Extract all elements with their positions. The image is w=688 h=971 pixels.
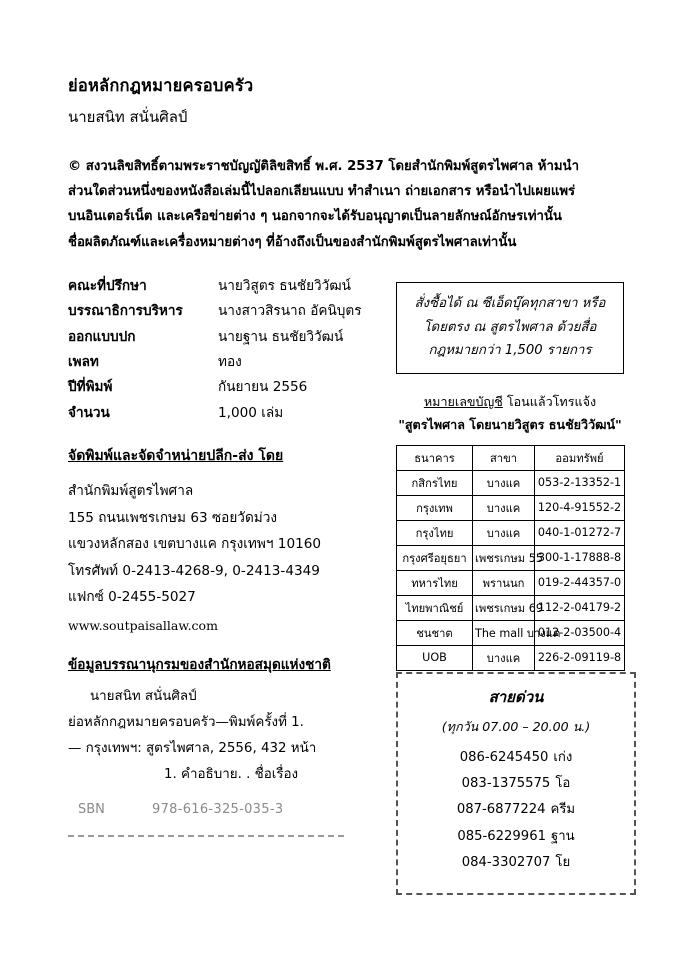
cell-bank: กรุงไทย: [397, 520, 473, 545]
hotline-contact-name: โอ: [555, 776, 571, 792]
table-row: [397, 595, 625, 620]
column-header-account-type: ออมทรัพย์: [535, 445, 625, 470]
cell-bank: UOB: [397, 645, 473, 670]
cell-branch: บางแค: [473, 495, 535, 520]
credit-label: ออกแบบปก: [68, 328, 136, 345]
publisher-heading: จัดพิมพ์และจัดจำหน่ายปลีก-ส่ง โดย: [68, 448, 284, 465]
cell-account-number: 040-1-01272-7: [535, 520, 625, 545]
credit-label: ปีที่พิมพ์: [68, 379, 113, 396]
page-title: ย่อหลักกฎหมายครอบครัว: [68, 76, 254, 95]
hotline-number: 084-3302707: [461, 855, 551, 871]
cell-account-number: 053-2-13352-1: [535, 470, 625, 495]
hotline-number: 085-6229961: [457, 828, 546, 844]
publisher-name: สำนักพิมพ์สูตรไพศาล: [68, 483, 194, 500]
table-row: [68, 302, 362, 327]
isbn-row: [68, 802, 398, 817]
column-header-branch: สาขา: [473, 445, 535, 470]
right-column: [396, 282, 624, 671]
table-row: [68, 378, 362, 403]
address-line: แขวงหลักสอง เขตบางแค กรุงเทพฯ 10160: [68, 536, 322, 553]
hotline-hours: (ทุกวัน 07.00 – 20.00 น.): [441, 718, 591, 734]
cell-branch: The mall บางแค: [473, 620, 535, 645]
cell-bank: กรุงเทพ: [397, 495, 473, 520]
hotline-contact-list: [402, 745, 630, 877]
catalog-line: ย่อหลักกฎหมายครอบครัว—พิมพ์ครั้งที่ 1.: [68, 714, 304, 730]
address-line: 155 ถนนเพชรเกษม 63 ซอยวัดม่วง: [68, 509, 278, 526]
fax-line: แฟกซ์ 0-2455-5027: [68, 589, 196, 606]
credit-label: คณะที่ปรึกษา: [68, 277, 147, 294]
credit-value: กันยายน 2556: [218, 379, 308, 396]
credit-value: นางสาวสิรนาถ อัคนิบุตร: [218, 303, 362, 320]
table-row: [397, 495, 625, 520]
publisher-address: [68, 478, 398, 611]
hotline-contact-name: เก่ง: [553, 749, 573, 765]
hotline-number: 086-6245450: [459, 749, 549, 765]
bank-accounts-table: [396, 445, 625, 671]
hotline-contact-name: ฐาน: [550, 828, 575, 844]
hotline-contact-name: ครีม: [550, 802, 576, 818]
cell-account-number: 300-1-17888-8: [535, 545, 625, 570]
table-row: [397, 620, 625, 645]
table-row: [68, 277, 362, 302]
credit-value: 1,000 เล่ม: [218, 404, 284, 421]
cell-account-number: 120-4-91552-2: [535, 495, 625, 520]
hotline-number: 083-1375575: [461, 776, 551, 792]
list-item: [402, 745, 630, 771]
copyright-line: บนอินเตอร์เน็ต และเครือข่ายต่าง ๆ นอกจากจะได้รับอนุญาตเป็นลายลักษณ์อักษรเท่านั้น: [68, 209, 562, 225]
credits-table: [68, 277, 362, 429]
copyright-notice: [68, 154, 620, 255]
list-item: [402, 850, 630, 876]
isbn-value: 978-616-325-035-3: [152, 802, 284, 818]
phone-line: โทรศัพท์ 0-2413-4268-9, 0-2413-4349: [68, 562, 320, 579]
cell-bank: ไทยพาณิชย์: [397, 595, 473, 620]
dashed-divider: [68, 835, 344, 837]
cell-branch: เพชรเกษม 69: [473, 595, 535, 620]
table-row: [397, 520, 625, 545]
cell-bank: ทหารไทย: [397, 570, 473, 595]
cell-branch: บางแค: [473, 645, 535, 670]
catalog-subject-line: 1. คำอธิบาย. . ชื่อเรื่อง: [164, 766, 299, 782]
cell-account-number: 112-2-04179-2: [535, 595, 625, 620]
cell-branch: บางแค: [473, 470, 535, 495]
cell-account-number: 012-2-03500-4: [535, 620, 625, 645]
catalog-line: — กรุงเทพฯ: สูตรไพศาล, 2556, 432 หน้า: [68, 740, 317, 756]
cell-account-number: 019-2-44357-0: [535, 570, 625, 595]
cell-branch: เพชรเกษม 55: [473, 545, 535, 570]
table-row: [68, 353, 362, 378]
website-url[interactable]: www.soutpaisallaw.com: [68, 617, 218, 633]
bank-accounts-heading-rest: โอนแล้วโทรแจ้ง: [502, 393, 597, 409]
bank-account-holder: "สูตรไพศาล โดยนายวิสูตร ธนชัยวิวัฒน์": [398, 416, 622, 432]
order-info-line: สั่งซื้อได้ ณ ซีเอ็ดบุ๊คทุกสาขา หรือ: [414, 296, 606, 311]
credit-value: นายวิสูตร ธนชัยวิวัฒน์: [218, 277, 351, 294]
document-author: นายสนิท สนั่นศิลป์: [68, 108, 188, 127]
copyright-line: ส่วนใดส่วนหนึ่งของหนังสือเล่มนี้ไปลอกเลียนแบบ ทำสำเนา ถ่ายเอกสาร หรือนำไปเผยแพร่: [68, 183, 576, 199]
list-item: [402, 824, 630, 850]
cell-bank: กรุงศรีอยุธยา: [397, 545, 473, 570]
hotline-box: [396, 672, 636, 895]
credit-value: ทอง: [218, 354, 242, 370]
hotline-number: 087-6877224: [456, 802, 546, 818]
copyright-line: ชื่อผลิตภัณฑ์และเครื่องหมายต่างๆ ที่อ้างถึงเป็นของสำนักพิมพ์สูตรไพศาลเท่านั้น: [68, 234, 517, 250]
bank-accounts-heading: [396, 392, 624, 412]
order-info-box: [396, 282, 624, 374]
credit-label: เพลท: [68, 354, 99, 370]
table-header-row: [397, 445, 625, 470]
list-item: [402, 797, 630, 823]
column-header-bank: ธนาคาร: [397, 445, 473, 470]
table-row: [68, 404, 362, 429]
catalog-heading: ข้อมูลบรรณานุกรมของสำนักหอสมุดแห่งชาติ: [68, 656, 331, 673]
credit-label: บรรณาธิการบริหาร: [68, 303, 183, 320]
list-item: [402, 771, 630, 797]
table-row: [397, 570, 625, 595]
cell-bank: กสิกรไทย: [397, 470, 473, 495]
hotline-contact-name: โย: [555, 855, 571, 871]
cell-bank: ชนชาต: [397, 620, 473, 645]
isbn-label: SBN: [78, 802, 105, 818]
table-row: [397, 470, 625, 495]
catalog-block: [68, 653, 398, 818]
cell-branch: พรานนก: [473, 570, 535, 595]
bank-accounts-heading-underlined: หมายเลขบัญชี: [423, 393, 503, 409]
catalog-lines: [68, 684, 398, 789]
order-info-line: โดยตรง ณ สูตรไพศาล ด้วยสื่อ: [423, 319, 597, 335]
cell-branch: บางแค: [473, 520, 535, 545]
table-row: [397, 545, 625, 570]
table-row: [397, 645, 625, 670]
credit-value: นายฐาน ธนชัยวิวัฒน์: [218, 328, 344, 345]
cell-account-number: 226-2-09119-8: [535, 645, 625, 670]
copyright-line: © สงวนลิขสิทธิ์ตามพระราชบัญญัติลิขสิทธิ์ พ.ศ. 2537 โดยสำนักพิมพ์สูตรไพศาล ห้ามนำ: [68, 158, 579, 174]
table-row: [68, 328, 362, 353]
credit-label: จำนวน: [68, 404, 110, 421]
catalog-line: นายสนิท สนั่นศิลป์: [90, 688, 197, 704]
order-info-line: กฎหมายกว่า 1,500 รายการ: [428, 343, 592, 358]
hotline-title: สายด่วน: [488, 688, 544, 706]
